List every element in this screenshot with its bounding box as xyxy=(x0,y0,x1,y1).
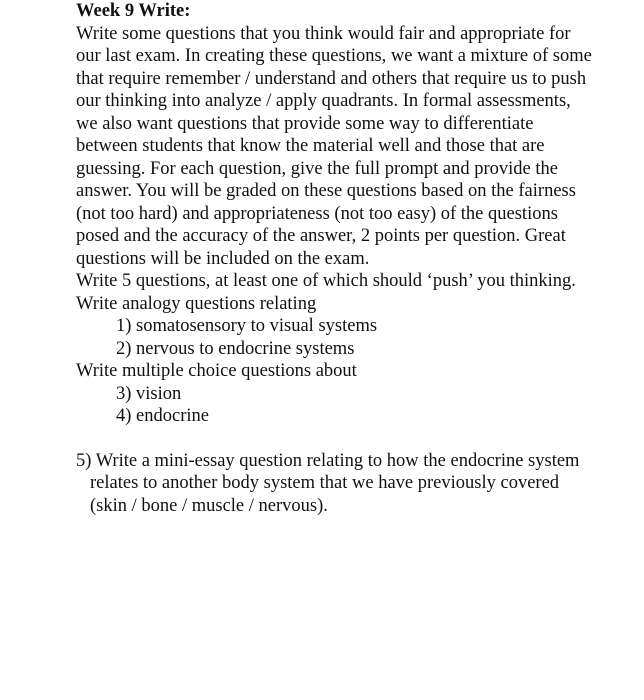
assignment-title: Week 9 Write: xyxy=(76,1,191,21)
analogy-item: 2) nervous to endocrine systems xyxy=(116,338,355,359)
intro-paragraph: Write some questions that you think would fair and appropriate for our last exam. In creating these questions, we want a mixture of some that require remember / understand and others that require us to push our thinking into analyze / apply quadrants. In formal assessments, we also want questions that provide some way to differentiate between students that know the material well and those that are guessing. For each question, give the full prompt and provide the answer. You will be graded on these questions based on the fairness (not too hard) and appropriateness (not too easy) of the questions posed and the accuracy of the answer, 2 points per question. Great questions will be included on the exam. xyxy=(76,23,592,269)
multiple-choice-item: 4) endocrine xyxy=(116,406,209,426)
analogy-heading: Write analogy questions relating xyxy=(76,293,317,314)
analogy-item: 1) somatosensory to visual systems xyxy=(116,316,378,336)
essay-question-item: 5) Write a mini-essay question relating to how the endocrine system relates to another body system that we have previously covered (skin / bone / muscle / nervous). xyxy=(76,450,580,516)
question-count-instruction: Write 5 questions, at least one of which should ‘push’ you thinking. xyxy=(76,271,576,291)
multiple-choice-heading: Write multiple choice questions about xyxy=(76,361,357,381)
assignment-document xyxy=(76,0,616,517)
multiple-choice-item: 3) vision xyxy=(116,383,182,404)
